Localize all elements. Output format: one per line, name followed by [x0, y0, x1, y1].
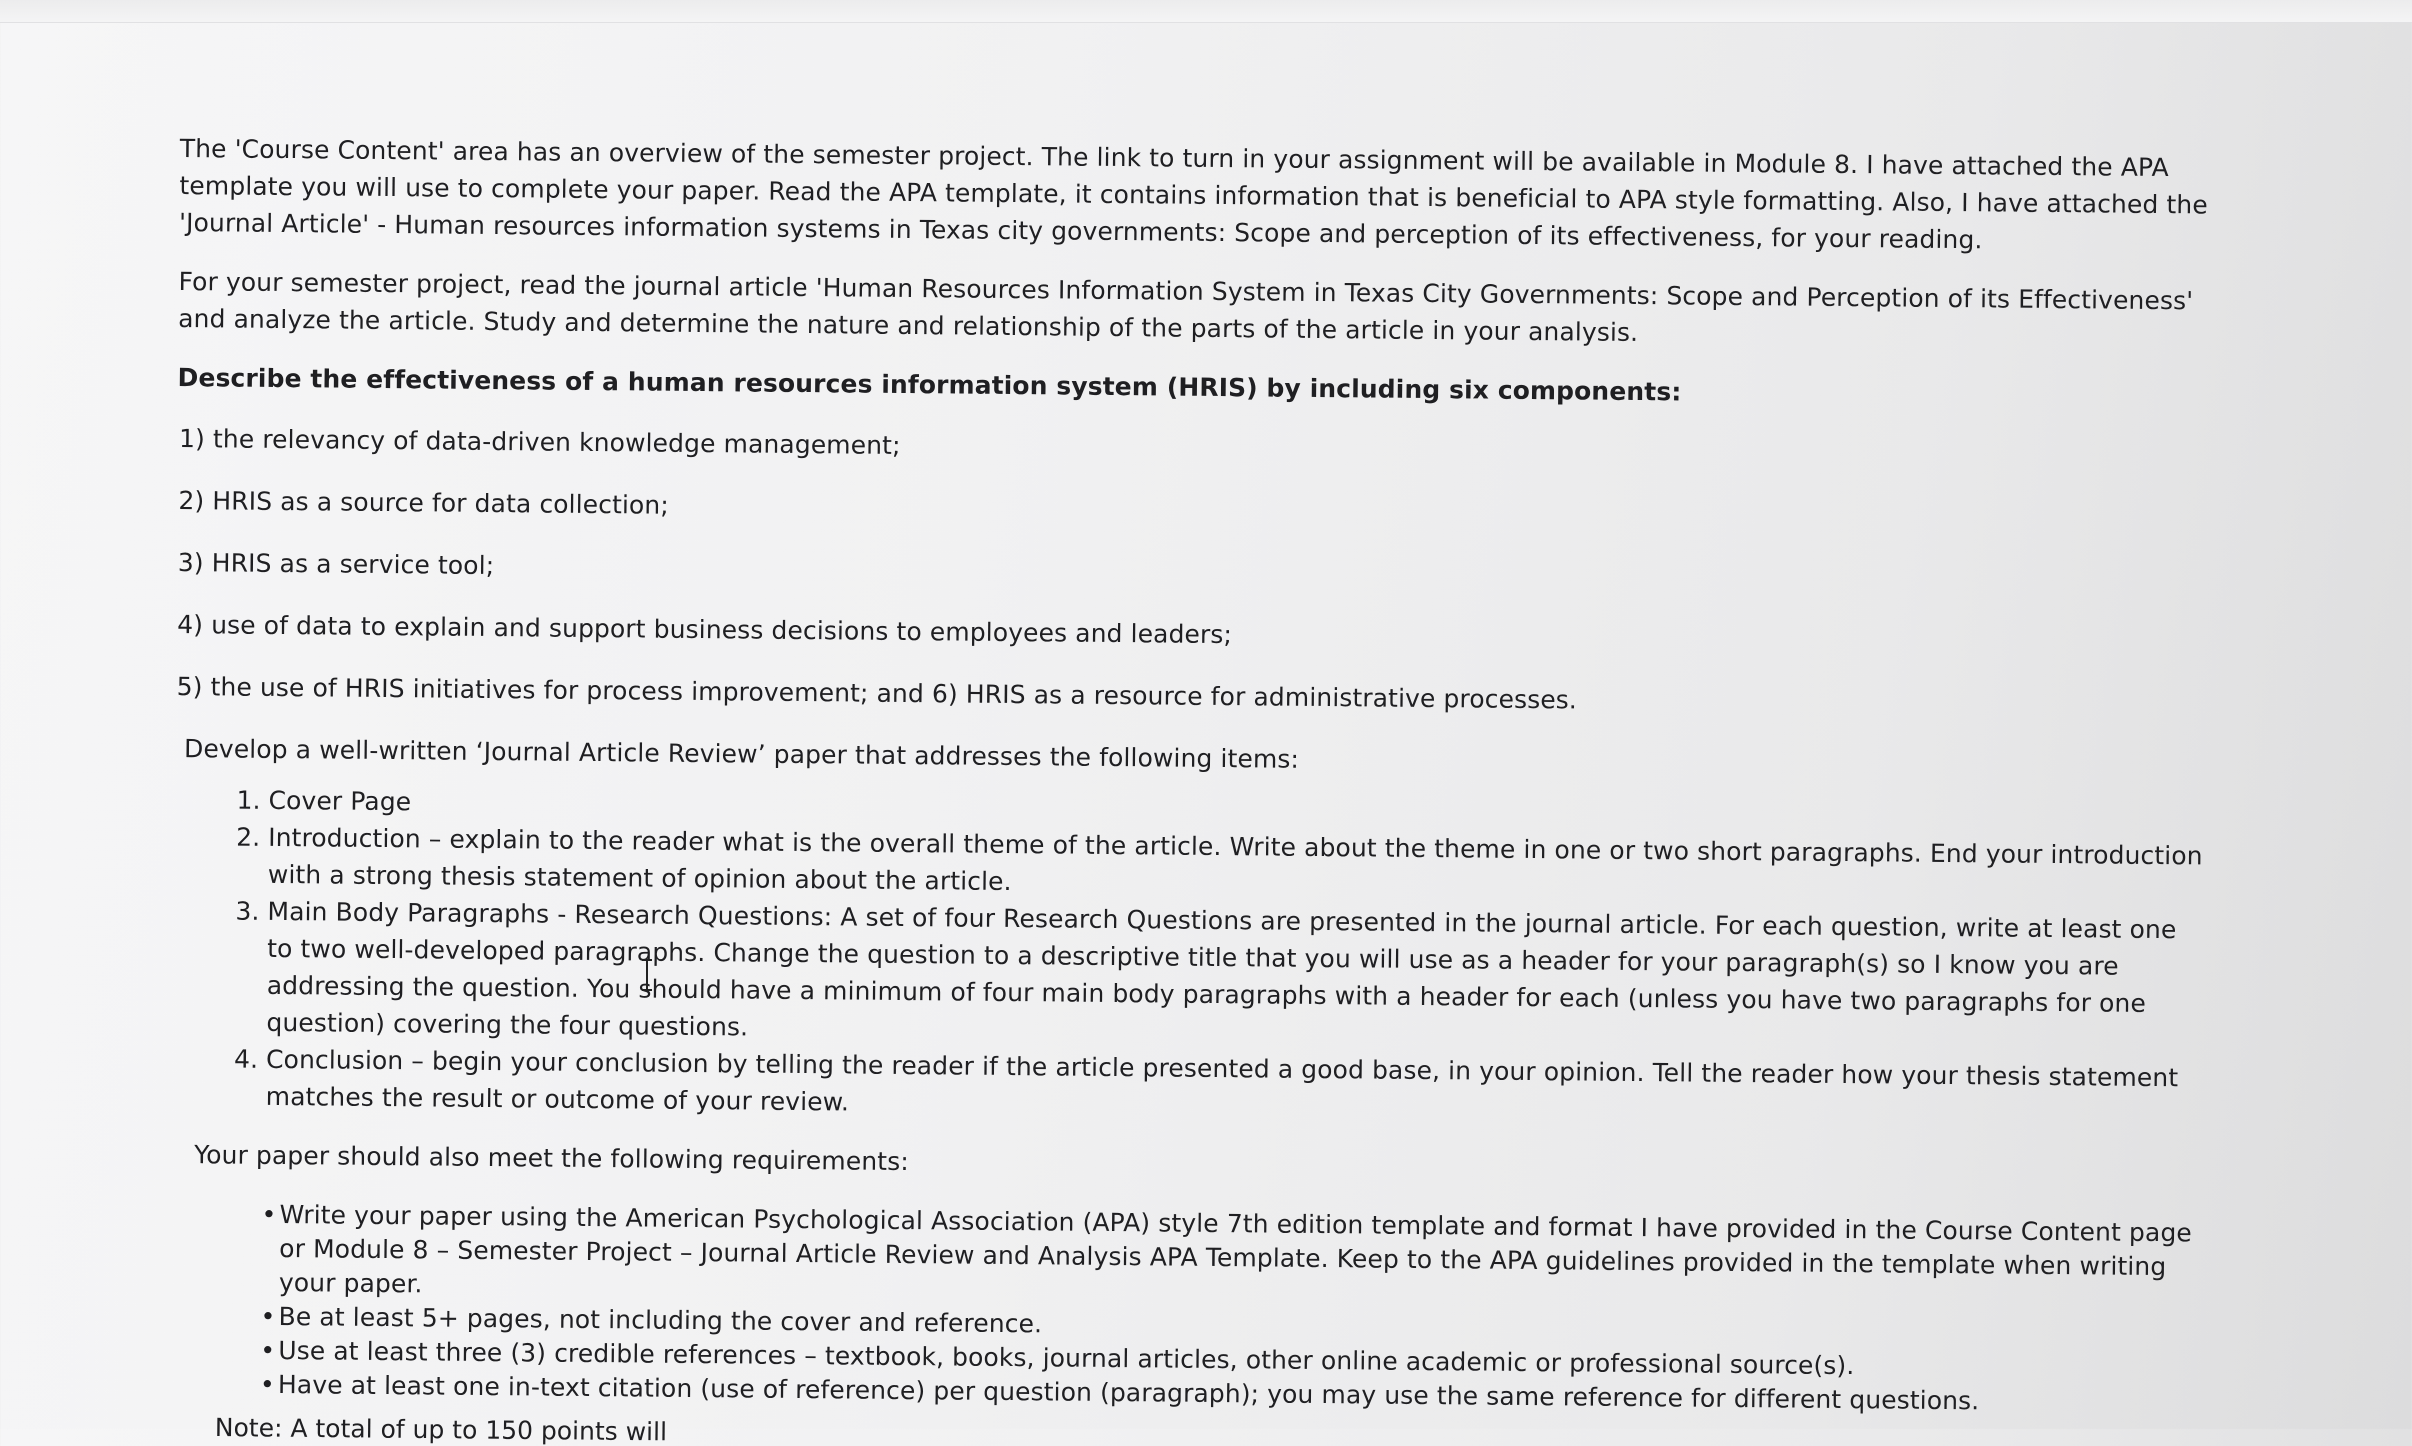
list-item	[261, 1198, 2200, 1318]
project-paragraph: For your semester project, read the journal article 'Human Resources Information System in Texas City Governments: Scope and Perception of its Effectiveness' and analyze the article. Study and determine the nature and relationship of the parts of the article in your analysis.	[178, 266, 2194, 348]
bullet-icon: •	[261, 1199, 277, 1229]
paper-items-list	[171, 781, 2204, 1133]
requirement-text: Have at least one in-text citation (use of reference) per question (paragraph); you may use the same reference for different questions.	[277, 1369, 1980, 1416]
assignment-content	[168, 130, 2210, 1420]
requirements-list	[168, 1197, 2200, 1420]
components-heading: Describe the effectiveness of a human resources information system (HRIS) by including six components:	[177, 362, 1682, 407]
list-item-text: Conclusion – begin your conclusion by telling the reader if the article presented a good base, in your opinion. Tell the reader how your thesis statement matches the result or outcome of your review.	[265, 1044, 2179, 1117]
list-item-number: 1.	[236, 785, 261, 815]
list-item-number: 2.	[236, 822, 261, 852]
list-item-number: 4.	[233, 1044, 259, 1074]
bullet-icon: •	[260, 1335, 276, 1365]
list-item-text: Cover Page	[268, 785, 412, 817]
intro-paragraph: The 'Course Content' area has an overview of the semester project. The link to turn in your assignment will be available in Module 8. I have attached the APA template you will use to complete your paper. Read the APA template, it contains information that is beneficial to APA style formatting. Also, I have attached the 'Journal Article' - Human resources information systems in Texas city governments: Scope and perception of its effectiveness, for your reading.	[178, 133, 2208, 255]
browser-top-edge	[0, 0, 2412, 23]
requirement-text: Write your paper using the American Psychological Association (APA) style 7th edition template and format I have provided in the Course Content page or Module 8 – Semester Project – Journal Article Review and Analysis APA Template. Keep to the APA guidelines provided in the template when writing your paper.	[278, 1200, 2193, 1299]
requirement-text: Be at least 5+ pages, not including the cover and reference.	[278, 1302, 1043, 1339]
truncated-note-text: Note: A total of up to 150 points will	[214, 1413, 668, 1446]
list-item-text: Introduction – explain to the reader what is the overall theme of the article. Write about the theme in one or two short paragraphs. End your introduction with a strong thesis statement of opinion about the article.	[267, 822, 2203, 897]
text-cursor-icon	[640, 958, 654, 992]
bullet-icon: •	[260, 1301, 276, 1331]
component-item: 4) use of data to explain and support business decisions to employees and leaders;	[177, 609, 1233, 650]
component-item: 5) the use of HRIS initiatives for process improvement; and 6) HRIS as a resource for administrative processes.	[176, 671, 1578, 715]
component-item: 3) HRIS as a service tool;	[177, 547, 495, 581]
bullet-icon: •	[259, 1369, 275, 1399]
requirement-text: Use at least three (3) credible references – textbook, books, journal articles, other online academic or professional source(s).	[278, 1336, 1855, 1381]
component-item: 2) HRIS as a source for data collection;	[178, 486, 670, 520]
list-item	[235, 893, 2202, 1060]
component-item: 1) the relevancy of data-driven knowledge management;	[178, 424, 901, 460]
develop-intro: Develop a well-written ‘Journal Article Review’ paper that addresses the following items:	[183, 734, 1300, 774]
list-item-number: 3.	[235, 896, 260, 926]
list-item-text: Main Body Paragraphs - Research Questions: A set of four Research Questions are presented in the journal article. For each question, write at least one to two well-developed paragraphs. Change the question to a descriptive title that you will use as a header for your paragraph(s) so I know you are addressing the question. You should have a minimum of four main body paragraphs with a header for each (unless you have two paragraphs for one question) covering the four questions.	[266, 896, 2177, 1042]
requirements-intro: Your paper should also meet the following requirements:	[194, 1140, 909, 1177]
